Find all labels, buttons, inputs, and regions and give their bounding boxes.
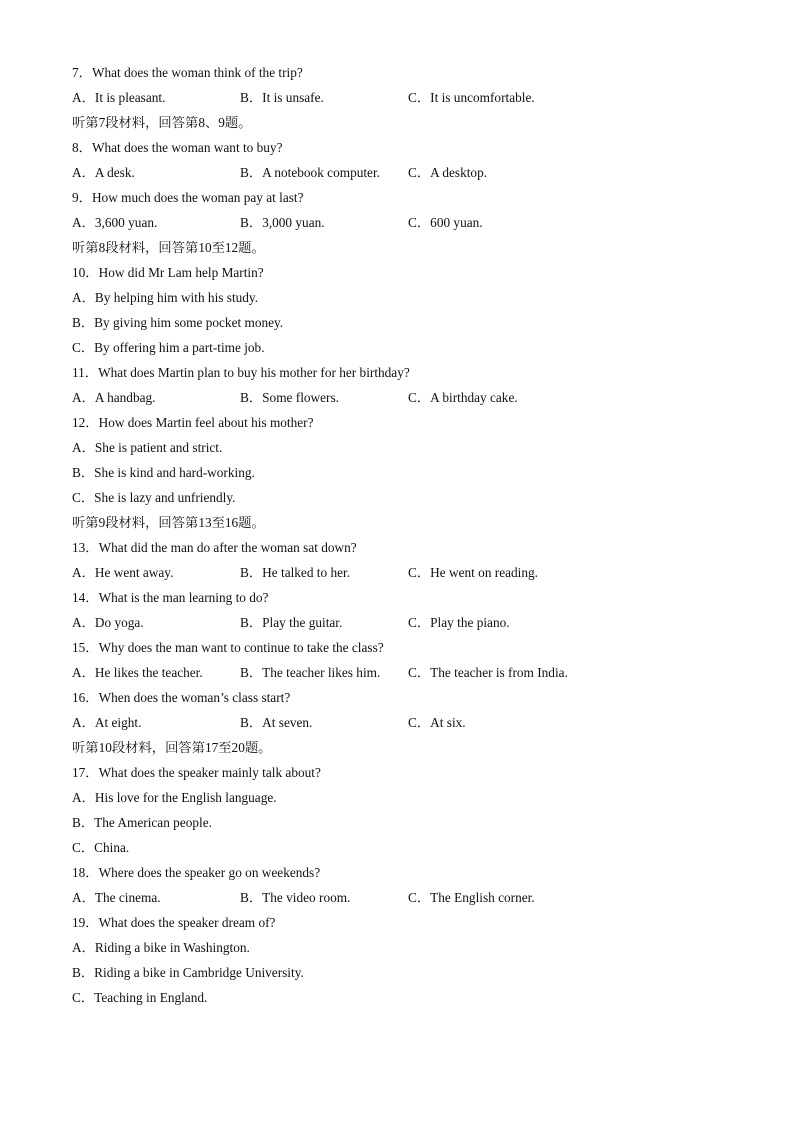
option-b: B．The teacher likes him. xyxy=(240,665,381,680)
question-line: 16．When does the woman’s class start? xyxy=(72,690,291,705)
answer-options-row xyxy=(72,160,752,185)
answer-options-row xyxy=(72,660,752,685)
option-c: C．It is uncomfortable. xyxy=(408,90,535,105)
option-c: C．A desktop. xyxy=(408,165,488,180)
option-a: A．3,600 yuan. xyxy=(72,215,158,230)
answer-options-row xyxy=(72,885,752,910)
section-instruction: 听第10段材料，回答第17至20题。 xyxy=(72,740,272,755)
question-line: 15．Why does the man want to continue to take the class? xyxy=(72,640,384,655)
question-line: B．Riding a bike in Cambridge University. xyxy=(72,965,304,980)
exam-page xyxy=(72,60,752,1010)
question-line: 13．What did the man do after the woman sat down? xyxy=(72,540,357,555)
option-a: A．At eight. xyxy=(72,715,142,730)
option-c: C．The English corner. xyxy=(408,890,535,905)
question-line: A．She is patient and strict. xyxy=(72,440,223,455)
option-a: A．Do yoga. xyxy=(72,615,144,630)
answer-options-row xyxy=(72,210,752,235)
option-c: C．He went on reading. xyxy=(408,565,538,580)
section-instruction: 听第7段材料，回答第8、9题。 xyxy=(72,115,252,130)
question-line: 7．What does the woman think of the trip? xyxy=(72,65,303,80)
option-b: B．Some flowers. xyxy=(240,390,339,405)
question-line: 8．What does the woman want to buy? xyxy=(72,140,283,155)
option-b: B．It is unsafe. xyxy=(240,90,324,105)
option-a: A．He went away. xyxy=(72,565,174,580)
option-a: A．The cinema. xyxy=(72,890,161,905)
question-line: 17．What does the speaker mainly talk about? xyxy=(72,765,321,780)
answer-options-row xyxy=(72,385,752,410)
question-line: C．She is lazy and unfriendly. xyxy=(72,490,236,505)
section-instruction: 听第9段材料，回答第13至16题。 xyxy=(72,515,265,530)
option-c: C．Play the piano. xyxy=(408,615,510,630)
section-instruction: 听第8段材料，回答第10至12题。 xyxy=(72,240,265,255)
option-b: B．3,000 yuan. xyxy=(240,215,325,230)
option-a: A．It is pleasant. xyxy=(72,90,166,105)
question-line: 18．Where does the speaker go on weekends? xyxy=(72,865,321,880)
option-a: A．A desk. xyxy=(72,165,135,180)
question-line: 14．What is the man learning to do? xyxy=(72,590,269,605)
question-line: C．By offering him a part-time job. xyxy=(72,340,265,355)
option-a: A．He likes the teacher. xyxy=(72,665,203,680)
question-line: 12．How does Martin feel about his mother? xyxy=(72,415,314,430)
option-b: B．The video room. xyxy=(240,890,351,905)
question-line: B．By giving him some pocket money. xyxy=(72,315,284,330)
option-b: B．He talked to her. xyxy=(240,565,351,580)
option-c: C．The teacher is from India. xyxy=(408,665,568,680)
option-c: C．At six. xyxy=(408,715,466,730)
option-c: C．A birthday cake. xyxy=(408,390,518,405)
option-b: B．At seven. xyxy=(240,715,313,730)
question-line: A．By helping him with his study. xyxy=(72,290,259,305)
question-line: 9．How much does the woman pay at last? xyxy=(72,190,304,205)
question-line: A．Riding a bike in Washington. xyxy=(72,940,250,955)
question-line: B．The American people. xyxy=(72,815,212,830)
question-line: 11．What does Martin plan to buy his mother for her birthday? xyxy=(72,365,410,380)
question-line: C．Teaching in England. xyxy=(72,990,208,1005)
answer-options-row xyxy=(72,85,752,110)
option-b: B．A notebook computer. xyxy=(240,165,380,180)
answer-options-row xyxy=(72,610,752,635)
answer-options-row xyxy=(72,560,752,585)
question-line: 10．How did Mr Lam help Martin? xyxy=(72,265,264,280)
question-line: C．China. xyxy=(72,840,130,855)
question-line: B．She is kind and hard-working. xyxy=(72,465,255,480)
question-line: A．His love for the English language. xyxy=(72,790,277,805)
answer-options-row xyxy=(72,710,752,735)
option-b: B．Play the guitar. xyxy=(240,615,343,630)
question-line: 19．What does the speaker dream of? xyxy=(72,915,276,930)
option-c: C．600 yuan. xyxy=(408,215,483,230)
option-a: A．A handbag. xyxy=(72,390,156,405)
